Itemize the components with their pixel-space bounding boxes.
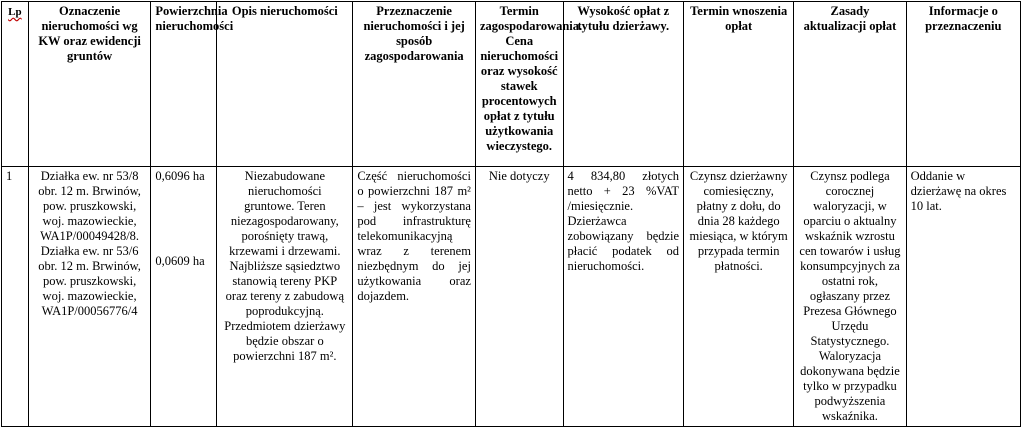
cell-dzialki: [28, 167, 151, 427]
header-opis: Opis nieruchomości: [217, 2, 353, 167]
cell-wysokosc-oplat: 4 834,80 złotych netto + 23 %VAT /miesięcznie. Dzierżawca zobowiązany będzie płacić podatek od nieruchomości.: [563, 167, 684, 427]
header-zasady-aktualizacji: Zasady aktualizacji opłat: [794, 2, 906, 167]
cell-termin-zagospodarowania: Nie dotyczy: [475, 167, 563, 427]
table-row: [2, 167, 1021, 427]
cell-przeznaczenie: Część nieruchomości o powierzchni 187 m² – jest wykorzystana pod infrastrukturę telekomunikacyjną wraz z terenem niezbędnym do jej użytkowania oraz dojazdem.: [353, 167, 476, 427]
header-lp-label: Lp: [8, 6, 22, 18]
cell-opis: Niezabudowane nieruchomości gruntowe. Teren niezagospodarowany, porośnięty trawą, krzewami i drzewami. Najbliższe sąsiedztwo stanowią tereny PKP oraz tereny z zabudową poprodukcyjną. Przedmiotem dzierżawy będzie obszar o powierzchni 187 m².: [217, 167, 353, 427]
header-wysokosc-oplat: Wysokość opłat z tytułu dzierżawy.: [563, 2, 684, 167]
cell-zasady-aktualizacji: Czynsz podlega corocznej waloryzacji, w oparciu o aktualny wskaźnik wzrostu cen towarów i usług konsumpcyjnych za ostatni rok, ogłaszany przez Prezesa Głównego Urzędu Statystycznego. Waloryzacja dokonywana będzie tylko w przypadku podwyższenia wskaźnika.: [794, 167, 906, 427]
header-przeznaczenie: Przeznaczenie nieruchomości i jej sposób zagospodarowania: [353, 2, 476, 167]
header-row: [2, 2, 1021, 167]
cell-termin-wnoszenia: Czynsz dzierżawny comiesięczny, płatny z dołu, do dnia 28 każdego miesiąca, w którym przypada termin płatności.: [684, 167, 794, 427]
lease-table: [1, 1, 1021, 427]
header-termin-zagospodarowania: Termin zagospodarowania. Cena nieruchomości oraz wysokość stawek procentowych opłat z tytułu użytkowania wieczystego.: [475, 2, 563, 167]
cell-informacje: Oddanie w dzierżawę na okres 10 lat.: [906, 167, 1020, 427]
powierzchnia-2: 0,0609 ha: [155, 254, 205, 268]
cell-lp: 1: [2, 167, 29, 427]
powierzchnia-1: 0,6096 ha: [155, 169, 205, 183]
dzialka-53-8: Działka ew. nr 53/8 obr. 12 m. Brwinów, pow. pruszkowski, woj. mazowieckie, WA1P/00049428/8.: [38, 169, 141, 243]
dzialka-53-6: Działka ew. nr 53/6 obr. 12 m. Brwinów, pow. pruszkowski, woj. mazowieckie, WA1P/00056776/4: [38, 244, 141, 318]
header-powierzchnia: Powierzchnia nieruchomości: [151, 2, 217, 167]
header-lp: [2, 2, 29, 167]
header-informacje: Informacje o przeznaczeniu: [906, 2, 1020, 167]
cell-powierzchnia: [151, 167, 217, 427]
header-oznaczenie: Oznaczenie nieruchomości wg KW oraz ewidencji gruntów: [28, 2, 151, 167]
header-termin-wnoszenia: Termin wnoszenia opłat: [684, 2, 794, 167]
